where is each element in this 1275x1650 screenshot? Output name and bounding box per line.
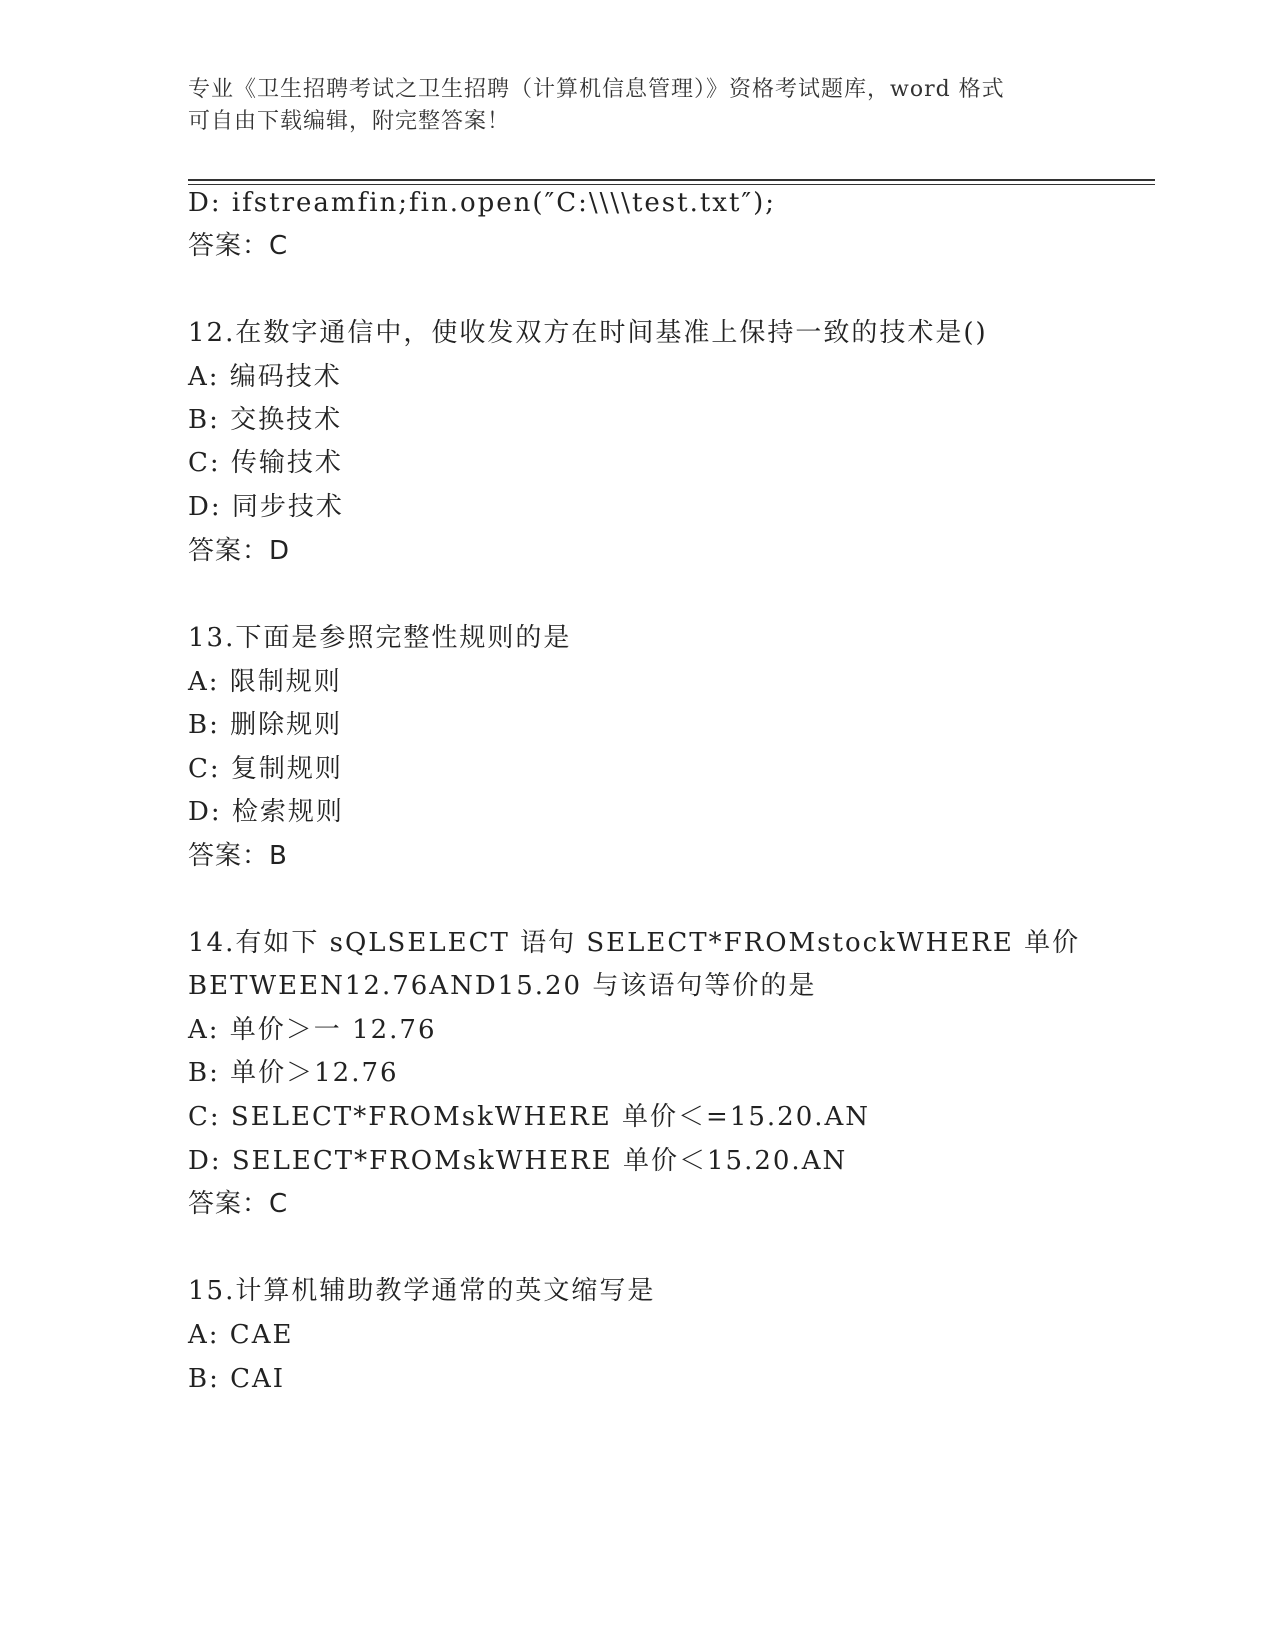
question-13-option-c: C: 复制规则 bbox=[188, 754, 343, 784]
question-13-option-a: A: 限制规则 bbox=[188, 667, 342, 697]
question-14-option-b: B: 单价＞12.76 bbox=[188, 1058, 399, 1088]
prev-answer: 答案：C bbox=[188, 231, 289, 261]
header-line-2: 可自由下载编辑，附完整答案！ bbox=[188, 109, 511, 134]
question-12-stem: 12.在数字通信中，使收发双方在时间基准上保持一致的技术是() bbox=[188, 318, 988, 348]
prev-option-d: D: ifstreamfin;fin.open(″C:\\\\test.txt″); bbox=[188, 188, 777, 218]
question-14-option-d: D: SELECT*FROMskWHERE 单价＜15.20.AN bbox=[188, 1146, 848, 1176]
question-13-option-d: D: 检索规则 bbox=[188, 797, 344, 827]
question-13-option-b: B: 删除规则 bbox=[188, 710, 343, 740]
question-13-answer: 答案：B bbox=[188, 841, 288, 871]
question-12-option-d: D: 同步技术 bbox=[188, 492, 344, 522]
question-14-option-c: C: SELECT*FROMskWHERE 单价＜=15.20.AN bbox=[188, 1102, 871, 1132]
question-14-answer: 答案：C bbox=[188, 1189, 289, 1219]
question-14-stem-line-2: BETWEEN12.76AND15.20 与该语句等价的是 bbox=[188, 971, 817, 1001]
document-header bbox=[188, 74, 1088, 138]
header-divider-thin bbox=[188, 184, 1155, 185]
header-divider-thick bbox=[188, 179, 1155, 181]
question-12-option-c: C: 传输技术 bbox=[188, 448, 343, 478]
header-line-1: 专业《卫生招聘考试之卫生招聘（计算机信息管理）》资格考试题库，word 格式 bbox=[188, 77, 1005, 102]
question-15-option-a: A: CAE bbox=[188, 1320, 294, 1350]
question-13-stem: 13.下面是参照完整性规则的是 bbox=[188, 623, 572, 653]
question-14-option-a: A: 单价＞一 12.76 bbox=[188, 1015, 437, 1045]
question-14-stem-line-1: 14.有如下 sQLSELECT 语句 SELECT*FROMstockWHERE 单价 bbox=[188, 928, 1081, 958]
question-12-option-a: A: 编码技术 bbox=[188, 362, 342, 392]
question-15-stem: 15.计算机辅助教学通常的英文缩写是 bbox=[188, 1276, 656, 1306]
question-15-option-b: B: CAI bbox=[188, 1364, 286, 1394]
question-12-option-b: B: 交换技术 bbox=[188, 405, 343, 435]
question-12-answer: 答案：D bbox=[188, 536, 291, 566]
